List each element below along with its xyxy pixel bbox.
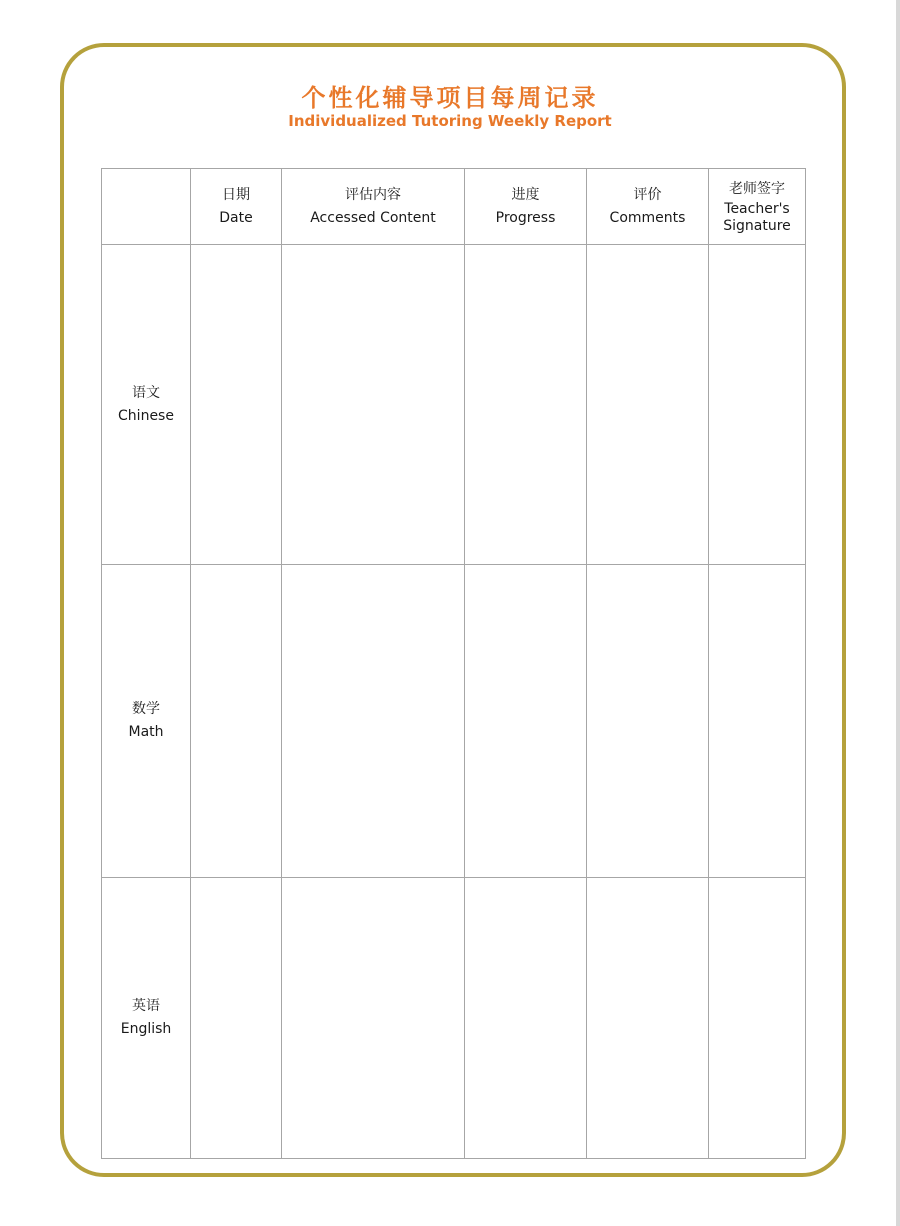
content-cell[interactable] <box>282 245 465 565</box>
table-row-math <box>102 565 806 878</box>
header-subject-cell <box>102 169 191 245</box>
subject-label-en: English <box>120 1021 172 1037</box>
header-comments-zh: 评价 <box>633 186 662 203</box>
header-content-en: Accessed Content <box>310 209 436 226</box>
header-comments-en: Comments <box>609 209 686 226</box>
header-progress <box>465 169 587 245</box>
subject-label-en: Chinese <box>118 407 174 424</box>
subject-cell-math <box>102 565 191 878</box>
date-cell[interactable] <box>191 245 282 565</box>
progress-cell[interactable] <box>465 878 587 1159</box>
header-signature-en: Teacher's Signature <box>723 201 791 234</box>
date-cell[interactable] <box>191 878 282 1159</box>
signature-cell[interactable] <box>709 565 806 878</box>
header-date-en: Date <box>219 209 253 226</box>
header-progress-en: Progress <box>495 209 556 226</box>
page-edge <box>896 0 900 1226</box>
comments-cell[interactable] <box>587 245 709 565</box>
subject-label-zh: 英语 <box>132 998 160 1014</box>
subject-cell-chinese <box>102 245 191 565</box>
header-signature-zh: 老师签字 <box>729 181 785 197</box>
header-accessed-content <box>282 169 465 245</box>
comments-cell[interactable] <box>587 565 709 878</box>
content-cell[interactable] <box>282 565 465 878</box>
subject-label-zh: 语文 <box>132 384 160 401</box>
report-title-english: Individualized Tutoring Weekly Report <box>288 112 612 130</box>
subject-label-en: Math <box>128 724 164 740</box>
header-teacher-signature <box>709 169 806 245</box>
header-row <box>102 169 806 245</box>
table-row-chinese <box>102 245 806 565</box>
weekly-report-table <box>101 168 806 1159</box>
date-cell[interactable] <box>191 565 282 878</box>
signature-cell[interactable] <box>709 245 806 565</box>
subject-cell-english <box>102 878 191 1159</box>
header-date <box>191 169 282 245</box>
header-content-zh: 评估内容 <box>345 186 401 203</box>
header-date-zh: 日期 <box>222 186 250 203</box>
signature-cell[interactable] <box>709 878 806 1159</box>
comments-cell[interactable] <box>587 878 709 1159</box>
subject-label-zh: 数学 <box>132 701 160 717</box>
progress-cell[interactable] <box>465 565 587 878</box>
progress-cell[interactable] <box>465 245 587 565</box>
header-comments <box>587 169 709 245</box>
table-row-english <box>102 878 806 1159</box>
header-progress-zh: 进度 <box>511 186 540 203</box>
content-cell[interactable] <box>282 878 465 1159</box>
report-title-chinese: 个性化辅导项目每周记录 <box>301 84 599 112</box>
